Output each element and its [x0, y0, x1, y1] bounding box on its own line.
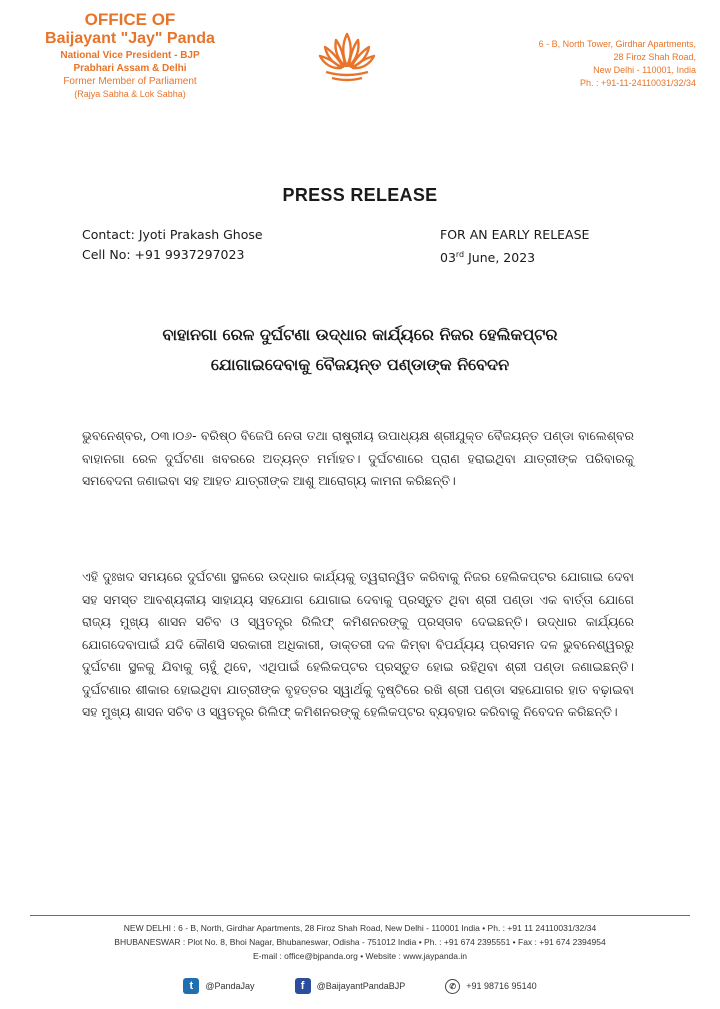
address-line: Ph. : +91-11-24110031/32/34 — [579, 78, 696, 88]
headline-line-1: ବାହାନଗା ରେଳ ଦୁର୍ଘଟଣା ଉଦ୍ଧାର କାର୍ଯ୍ୟରେ ନିଜର ହେଲିକପ୍ଟର — [162, 325, 558, 344]
release-block — [440, 225, 589, 268]
lotus-icon — [316, 30, 378, 82]
letterhead-address — [486, 38, 696, 90]
body-paragraph-1: ଭୁବନେଶ୍ବର, ୦୩।୦୬- ବରିଷ୍ଠ ବିଜେପି ନେତା ତଥା ରାଷ୍ଟ୍ରୀୟ ଉପାଧ୍ୟକ୍ଷ ଶ୍ରୀଯୁକ୍ତ ବୈଜୟନ୍ତ ପଣ୍ଡା ବାଲେଶ୍ବର ବାହାନଗା ରେଳ ଦୁର୍ଘଟଣା ଖବରରେ ଅତ୍ୟନ୍ତ ମର୍ମାହତ। ଦୁର୍ଘଟଣାରେ ପ୍ରାଣ ହରାଇଥିବା ଯାତ୍ରୀଙ୍କ ପରିବାରକୁ ସମବେଦନା ଜଣାଇବା ସହ ଆହତ ଯାତ୍ରୀଙ୍କ ଆଶୁ ଆରୋଗ୍ୟ କାମନା କରିଛନ୍ତି। — [82, 428, 634, 488]
contact-cell: Cell No: +91 9937297023 — [82, 247, 245, 262]
office-block — [30, 10, 230, 101]
headline-line-2: ଯୋଗାଇଦେବାକୁ ବୈଜୟନ୍ତ ପଣ୍ଡାଙ୍କ ନିବେଦନ — [210, 355, 510, 374]
release-date — [440, 245, 589, 268]
office-prabhari: Prabhari Assam & Delhi — [73, 63, 187, 74]
twitter-link[interactable] — [183, 978, 254, 994]
contact-block — [82, 225, 263, 265]
facebook-icon: f — [295, 978, 311, 994]
address-line: 28 Firoz Shah Road, — [613, 52, 696, 62]
office-houses: (Rajya Sabha & Lok Sabha) — [74, 89, 186, 99]
office-former: Former Member of Parliament — [63, 76, 197, 87]
address-line: 6 - B, North Tower, Girdhar Apartments, — [538, 39, 696, 49]
contact-name: Contact: Jyoti Prakash Ghose — [82, 227, 263, 242]
twitter-icon: t — [183, 978, 199, 994]
address-line: New Delhi - 110001, India — [593, 65, 696, 75]
office-position: National Vice President - BJP — [60, 50, 200, 61]
footer-delhi-address: NEW DELHI : 6 - B, North, Girdhar Apartments, 28 Firoz Shah Road, New Delhi - 110001 India • Ph. : +91 11 24110031/32/34 — [123, 923, 597, 933]
body-paragraph-2: ଏହି ଦୁଃଖଦ ସମୟରେ ଦୁର୍ଘଟଣା ସ୍ଥଳରେ ଉଦ୍ଧାର କାର୍ଯ୍ୟକୁ ତ୍ୱରାନ୍ୱିତ କରିବାକୁ ନିଜର ହେଲିକପ୍ଟର ଯୋଗାଇ ଦେବା ସହ ସମସ୍ତ ଆବଶ୍ୟକୀୟ ସାହାଯ୍ୟ ସହଯୋଗ ଯୋଗାଇ ଦେବାକୁ ପ୍ରସ୍ତୁତ ଥିବା ଶ୍ରୀ ପଣ୍ଡା ଏକ ବାର୍ତ୍ତା ଯୋଗେ ରାଜ୍ୟ ମୁଖ୍ୟ ଶାସନ ସଚିବ ଓ ସ୍ୱତନ୍ତ୍ର ରିଲିଫ୍ କମିଶନରଙ୍କୁ ପ୍ରସ୍ତାବ ଦେଇଛନ୍ତି। ଉଦ୍ଧାର କାର୍ଯ୍ୟରେ ଯୋଗଦେବାପାଇଁ ଯଦି କୌଣସି ସରକାରୀ ଅଧିକାରୀ, ଡାକ୍ତରୀ ଦଳ କିମ୍ବା ବିପର୍ଯ୍ୟୟ ପ୍ରସମନ ଦଳ ଭୁବନେଶ୍ୱରରୁ ଦୁର୍ଘଟଣା ସ୍ଥଳକୁ ଯିବାକୁ ଚାହୁଁ ଥିବେ, ଏଥିପାଇଁ ହେଲିକପ୍ଟର ପ୍ରସ୍ତୁତ ହୋଇ ରହିଥିବା ଶ୍ରୀ ପଣ୍ଡା ଜଣାଇଛନ୍ତି। ଦୁର୍ଘଟଣାର ଶୀକାର ହୋଇଥିବା ଯାତ୍ରୀଙ୍କ ବୃହତ୍ତର ସ୍ୱାର୍ଥକୁ ଦୃଷ୍ଟିରେ ରଖି ଶ୍ରୀ ପଣ୍ଡା ସହଯୋଗର ହାତ ବଢ଼ାଇବା ସହ ମୁଖ୍ୟ ଶାସନ ସଚିବ ଓ ସ୍ୱତନ୍ତ୍ର ରିଲିଫ୍ କମିଶନରଙ୍କୁ ହେଲିକପ୍ଟର ବ୍ୟବହାର କରିବାକୁ ନିବେଦନ କରିଛନ୍ତି। — [82, 569, 634, 719]
footer-divider — [30, 915, 690, 916]
social-links — [0, 978, 720, 994]
twitter-handle: @PandaJay — [205, 981, 255, 991]
date-day: 03 — [440, 250, 456, 266]
whatsapp-icon: ✆ — [445, 979, 460, 994]
date-suffix: rd — [455, 250, 465, 259]
footer — [0, 921, 720, 963]
footer-bhubaneswar-address: BHUBANESWAR : Plot No. 8, Bhoi Nagar, Bhubaneswar, Odisha - 751012 India • Ph. : +91 674 2395551 • Fax : +91 674 2394954 — [114, 937, 606, 947]
headline — [70, 320, 650, 380]
date-rest: June, 2023 — [464, 250, 536, 266]
release-type: FOR AN EARLY RELEASE — [440, 227, 590, 242]
office-name: Baijayant "Jay" Panda — [45, 30, 215, 47]
facebook-handle: @BaijayantPandaBJP — [316, 981, 406, 991]
whatsapp-number: +91 98716 95140 — [466, 981, 537, 991]
press-release-title: PRESS RELEASE — [282, 185, 438, 205]
office-title: OFFICE OF — [84, 10, 176, 29]
facebook-link[interactable] — [295, 978, 406, 994]
footer-contact: E-mail : office@bjpanda.org • Website : www.jaypanda.in — [253, 951, 467, 961]
whatsapp-link[interactable] — [445, 978, 536, 994]
